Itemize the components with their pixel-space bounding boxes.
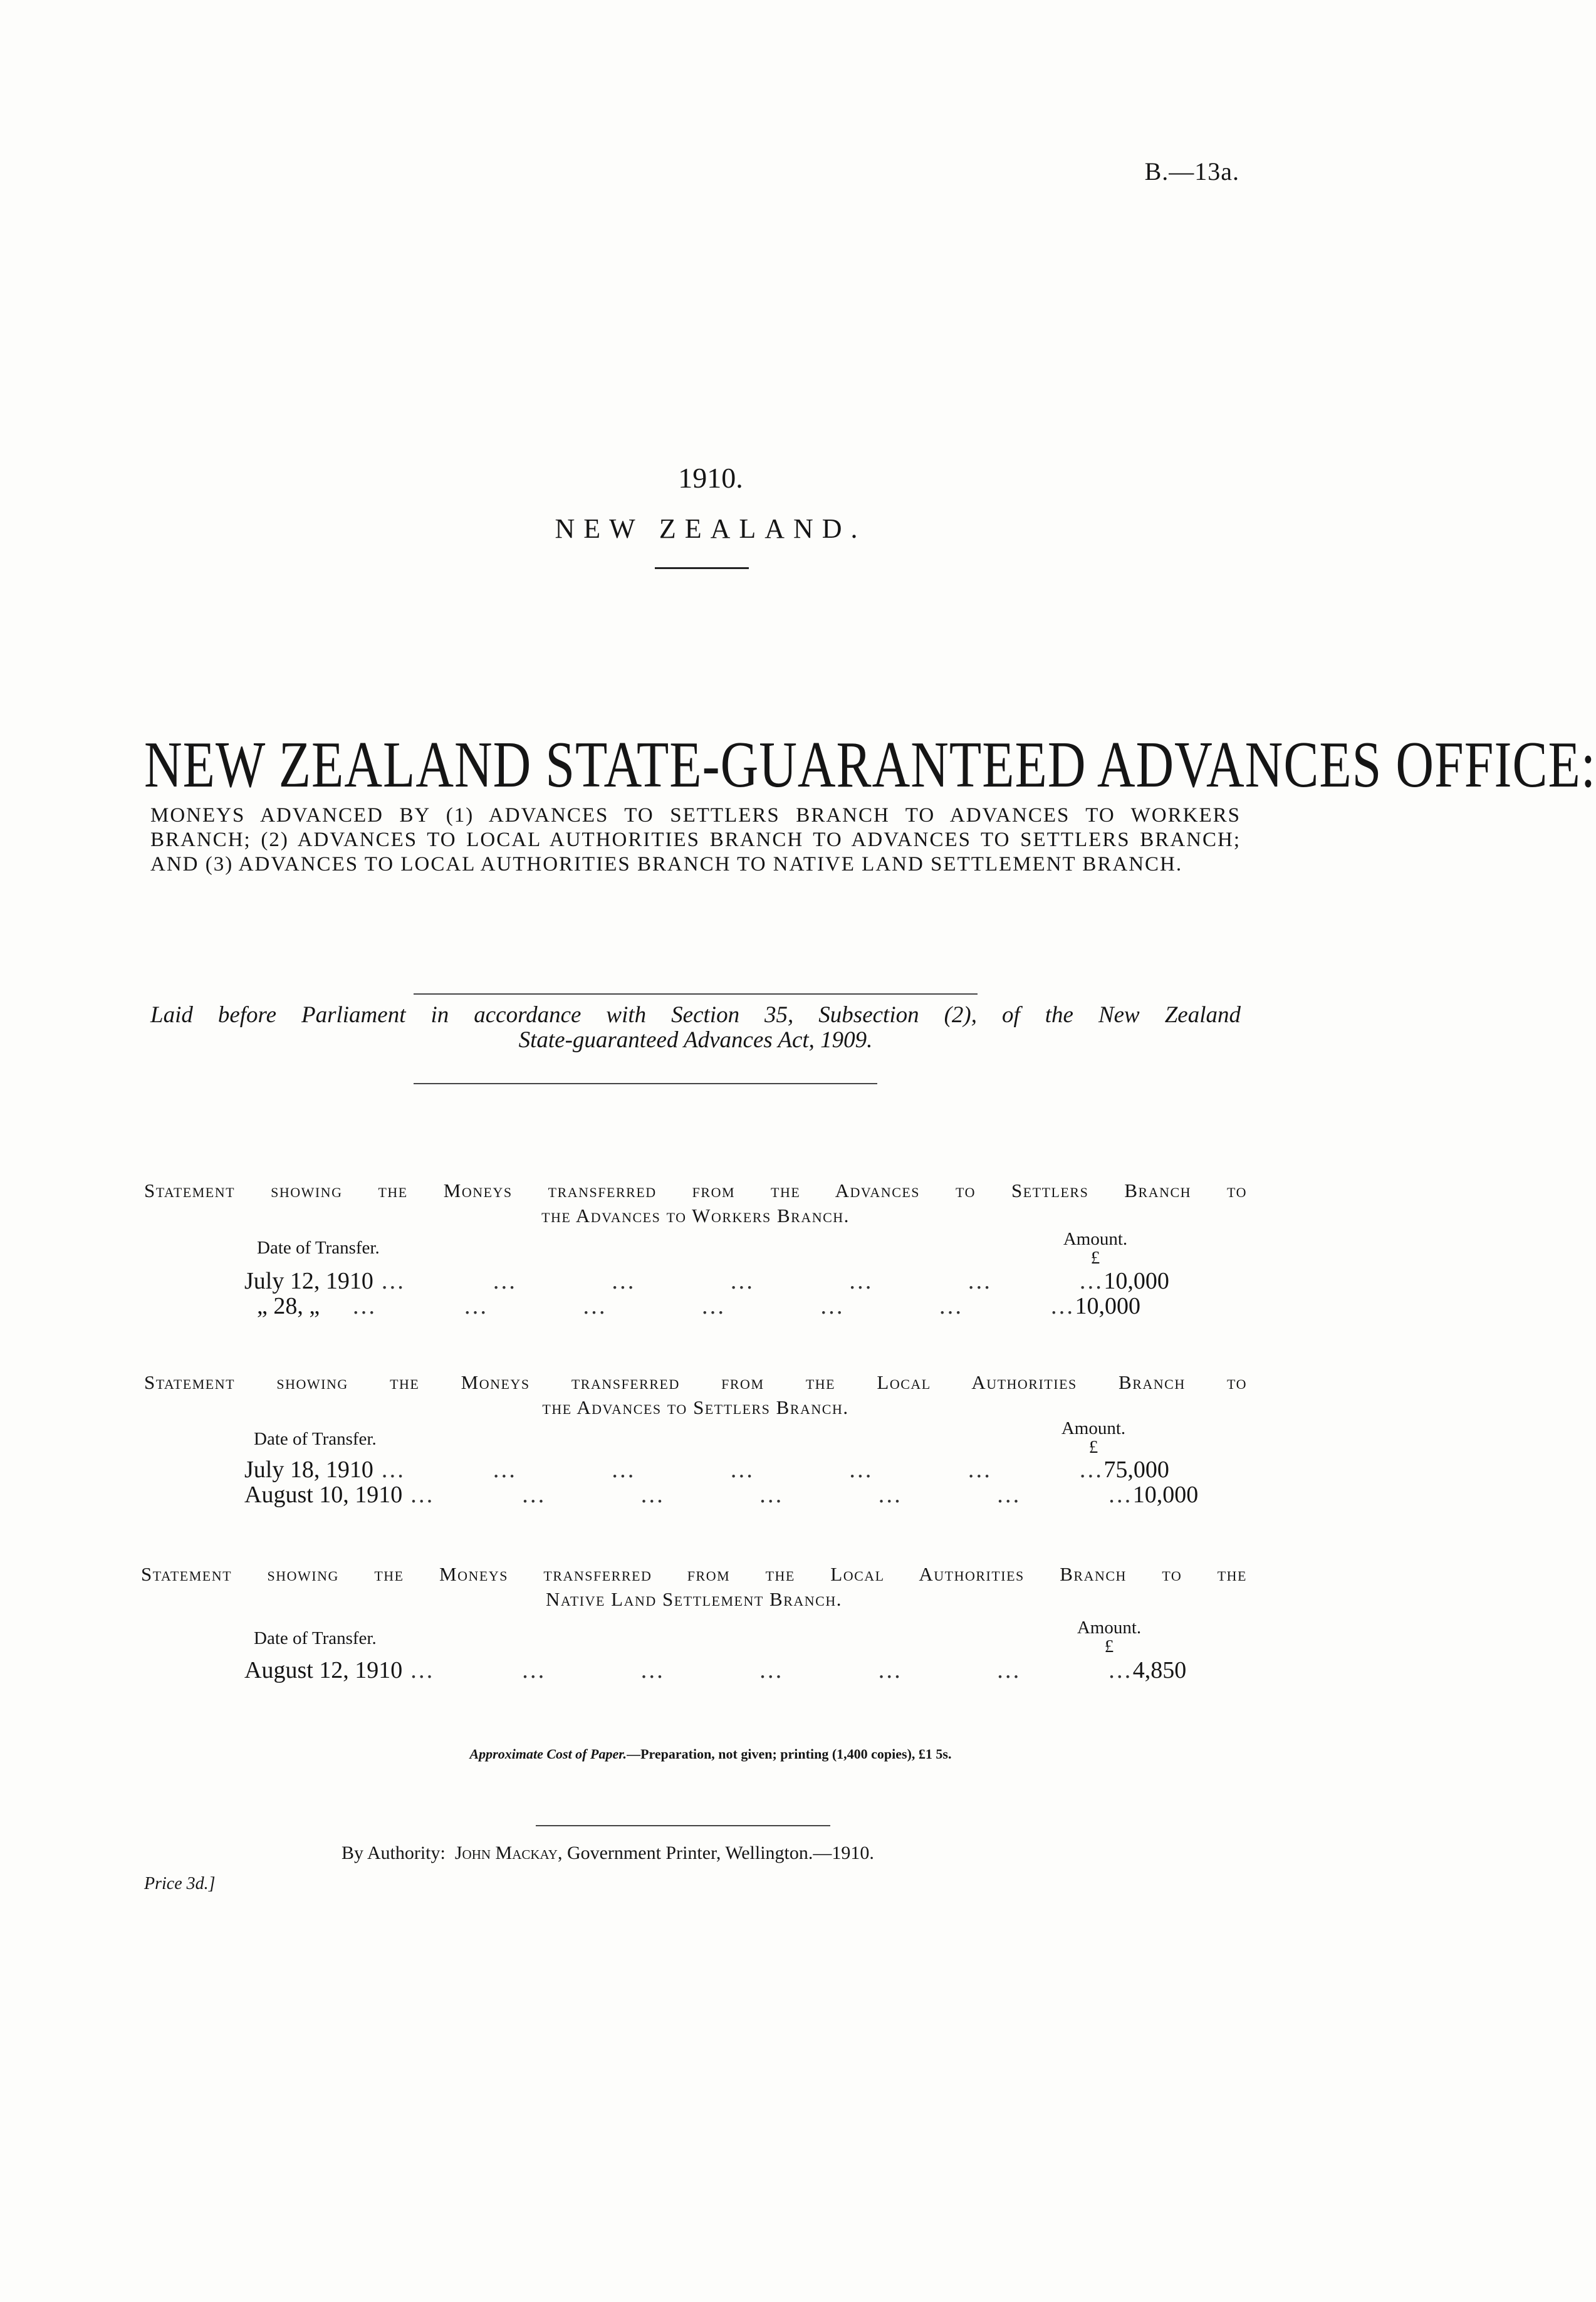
- country-heading: NEW ZEALAND.: [555, 513, 867, 544]
- statement-heading-line2: the Advances to Settlers Branch.: [542, 1396, 849, 1418]
- transfer-date: August 12, 1910: [244, 1657, 403, 1683]
- cost-note-label: Approximate Cost of Paper.: [469, 1746, 627, 1762]
- subtitle: MONEYS ADVANCED BY (1) ADVANCES TO SETTLERS BRANCH TO ADVANCES TO WORKERS BRANCH; (2) ADVANCES TO LOCAL AUTHORITIES BRANCH TO ADVANCES TO SETTLERS BRANCH; AND (3) ADVANCES TO LOCAL AUTHORITIES BRANCH TO NATIVE LAND SETTLEMENT BRANCH.: [150, 804, 1241, 876]
- transfer-date: „ 28, „: [257, 1293, 320, 1319]
- statement-heading-line2: the Advances to Workers Branch.: [541, 1205, 850, 1227]
- title-divider: [655, 567, 749, 569]
- leader-dots: … … … … … … …: [373, 1268, 1104, 1294]
- statement-1-heading: [144, 1178, 1247, 1228]
- leader-dots: … … … … … … …: [402, 1482, 1133, 1508]
- authority-suffix: Government Printer, Wellington.—1910.: [566, 1843, 874, 1863]
- date-column-header: Date of Transfer.: [254, 1429, 377, 1449]
- authority-line: [342, 1843, 874, 1864]
- amount-column-header: [1059, 1618, 1159, 1656]
- leader-dots: … … … … … … …: [345, 1293, 1075, 1319]
- currency-label: £: [1088, 1437, 1098, 1457]
- leader-dots: … … … … … … …: [373, 1457, 1104, 1483]
- currency-label: £: [1104, 1636, 1114, 1656]
- transfer-amount: 75,000: [1103, 1457, 1169, 1483]
- document-reference: B.—13a.: [1144, 157, 1239, 186]
- amount-label: Amount.: [1063, 1229, 1128, 1249]
- authority-prefix: By Authority:: [342, 1843, 446, 1863]
- transfer-amount: 10,000: [1075, 1293, 1140, 1319]
- table-row: [244, 1292, 1140, 1320]
- amount-column-header: [1045, 1230, 1145, 1267]
- statement-2-heading: [144, 1370, 1247, 1420]
- authority-divider: [536, 1825, 830, 1826]
- transfer-amount: 4,850: [1132, 1657, 1187, 1683]
- leader-dots: … … … … … … …: [402, 1657, 1133, 1683]
- currency-label: £: [1090, 1248, 1100, 1268]
- laid-top-divider: [414, 993, 978, 995]
- table-row: [244, 1481, 1199, 1509]
- amount-column-header: [1043, 1419, 1144, 1457]
- amount-label: Amount.: [1061, 1418, 1126, 1438]
- statement-heading-line1: Statement showing the Moneys transferred from the Advances to Settlers Branch to: [144, 1180, 1247, 1201]
- price-note: Price 3d.]: [144, 1874, 216, 1893]
- cost-note: [0, 1746, 1421, 1762]
- printer-name: John Mackay,: [454, 1843, 563, 1863]
- main-title: NEW ZEALAND STATE-GUARANTEED ADVANCES OFFICE:: [144, 728, 1596, 802]
- laid-before-line2: State-guaranteed Advances Act, 1909.: [518, 1027, 873, 1053]
- table-row: [244, 1656, 1187, 1684]
- transfer-date: August 10, 1910: [244, 1482, 403, 1508]
- document-year: 1910.: [678, 462, 743, 494]
- transfer-amount: 10,000: [1132, 1482, 1199, 1508]
- laid-before-line1: Laid before Parliament in accordance with Section 35, Subsection (2), of the New Zealand: [150, 1002, 1241, 1028]
- date-column-header: Date of Transfer.: [257, 1238, 380, 1258]
- transfer-date: July 12, 1910: [244, 1268, 373, 1294]
- statement-3-heading: [141, 1562, 1247, 1612]
- transfer-date: July 18, 1910: [244, 1457, 373, 1483]
- statement-heading-line1: Statement showing the Moneys transferred from the Local Authorities Branch to the: [141, 1563, 1247, 1585]
- transfer-amount: 10,000: [1103, 1268, 1169, 1294]
- laid-bottom-divider: [414, 1083, 877, 1084]
- statement-heading-line2: Native Land Settlement Branch.: [546, 1588, 842, 1610]
- statement-heading-line1: Statement showing the Moneys transferred from the Local Authorities Branch to: [144, 1371, 1247, 1393]
- table-row: [244, 1456, 1169, 1483]
- table-row: [244, 1267, 1169, 1295]
- cost-note-text: —Preparation, not given; printing (1,400 copies), £1 5s.: [627, 1746, 952, 1762]
- amount-label: Amount.: [1077, 1618, 1142, 1638]
- date-column-header: Date of Transfer.: [254, 1628, 377, 1648]
- laid-before-note: [150, 1003, 1241, 1053]
